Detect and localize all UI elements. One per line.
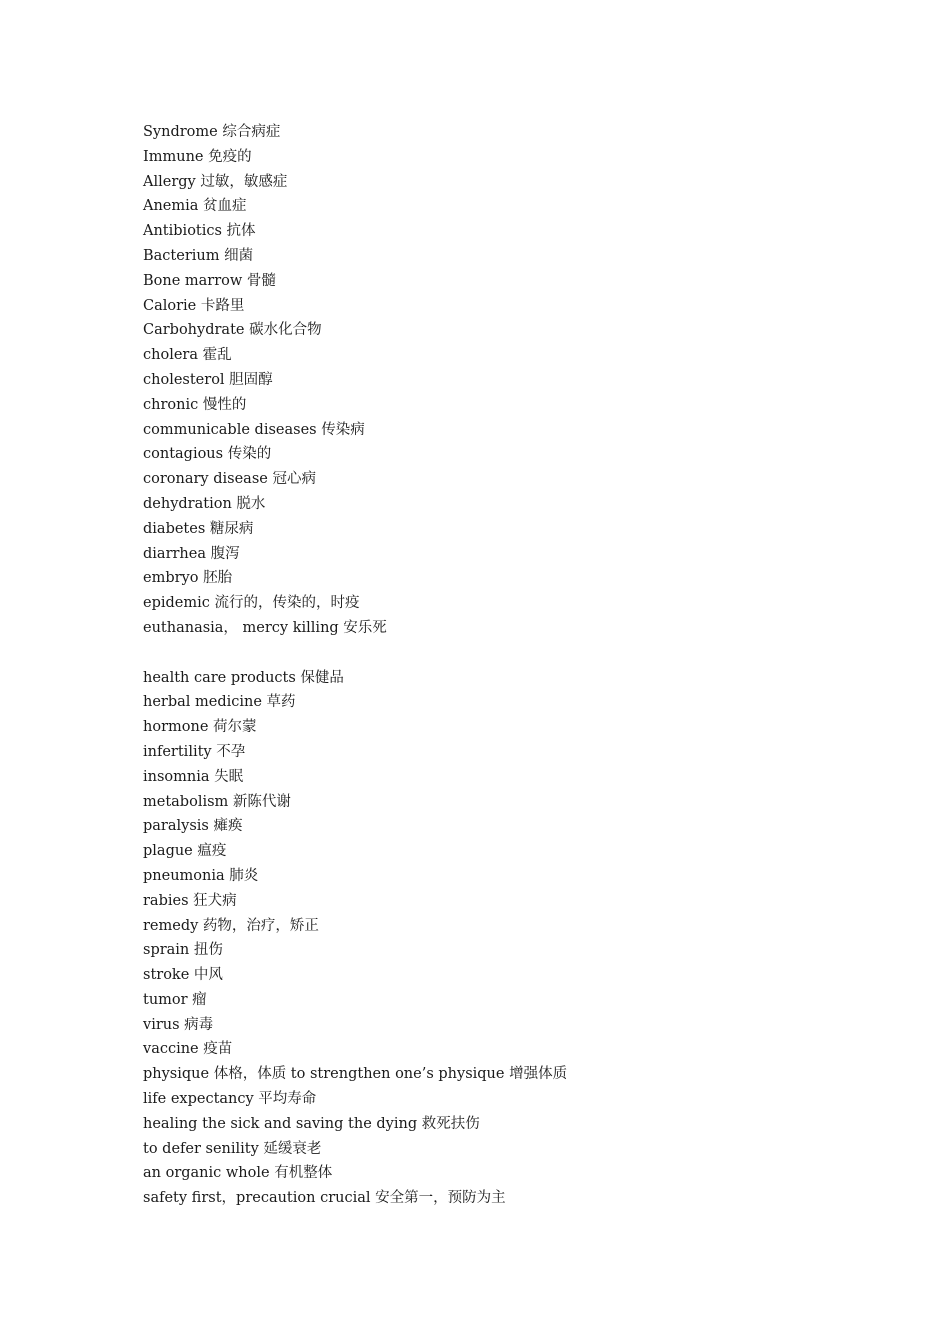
vocab-entry: an organic whole 有机整体 (143, 1165, 333, 1182)
vocab-entry: diarrhea 腹泻 (143, 545, 240, 562)
vocab-entry: cholesterol 胆固醇 (143, 371, 273, 388)
vocab-entry: safety first，precaution crucial 安全第一，预防为主 (143, 1190, 506, 1207)
vocab-entry: cholera 霍乱 (143, 347, 232, 364)
vocab-entry: chronic 慢性的 (143, 396, 247, 413)
vocab-entry: diabetes 糖尿病 (143, 520, 254, 537)
vocab-entry: contagious 传染的 (143, 446, 272, 463)
vocab-entry: epidemic 流行的，传染的，时疫 (143, 595, 360, 612)
vocab-entry: tumor 瘤 (143, 991, 207, 1008)
vocabulary-list (143, 120, 843, 1211)
vocab-entry: insomnia 失眠 (143, 768, 244, 785)
vocab-entry: dehydration 脱水 (143, 495, 266, 512)
vocab-entry: hormone 荷尔蒙 (143, 719, 257, 736)
vocab-entry: Antibiotics 抗体 (143, 223, 256, 240)
vocab-entry: Anemia 贫血症 (143, 198, 247, 215)
vocab-entry: sprain 扭伤 (143, 942, 223, 959)
blank-line (143, 641, 843, 666)
vocab-entry: metabolism 新陈代谢 (143, 793, 291, 810)
vocab-entry: remedy 药物，治疗，矫正 (143, 917, 319, 934)
vocab-entry: communicable diseases 传染病 (143, 421, 365, 438)
vocab-entry: vaccine 疫苗 (143, 1041, 233, 1058)
vocab-entry: stroke 中风 (143, 967, 223, 984)
vocab-entry: pneumonia 肺炎 (143, 867, 259, 884)
vocab-entry: life expectancy 平均寿命 (143, 1091, 317, 1108)
vocab-entry: physique 体格，体质 to strengthen one’s physique 增强体质 (143, 1066, 568, 1083)
vocab-entry: Immune 免疫的 (143, 148, 252, 165)
vocab-entry: euthanasia， mercy killing 安乐死 (143, 619, 387, 636)
vocab-entry: Calorie 卡路里 (143, 297, 245, 314)
vocab-entry: embryo 胚胎 (143, 570, 233, 587)
vocab-entry: Carbohydrate 碳水化合物 (143, 322, 322, 339)
vocab-entry: herbal medicine 草药 (143, 694, 296, 711)
vocab-entry: coronary disease 冠心病 (143, 471, 316, 488)
vocab-entry: Allergy 过敏，敏感症 (143, 173, 288, 190)
vocab-entry: paralysis 瘫痪 (143, 818, 243, 835)
vocab-entry: healing the sick and saving the dying 救死扶伤 (143, 1115, 480, 1132)
vocab-entry: Syndrome 综合病症 (143, 124, 281, 140)
vocab-entry: rabies 狂犬病 (143, 892, 237, 909)
vocab-entry: plague 瘟疫 (143, 843, 227, 860)
vocab-entry: Bone marrow 骨髓 (143, 272, 276, 289)
vocab-entry: virus 病毒 (143, 1016, 214, 1033)
vocab-entry: Bacterium 细菌 (143, 247, 254, 264)
vocab-entry: health care products 保健品 (143, 669, 344, 686)
vocab-entry: infertility 不孕 (143, 743, 246, 760)
vocab-entry: to defer senility 延缓衰老 (143, 1140, 322, 1157)
